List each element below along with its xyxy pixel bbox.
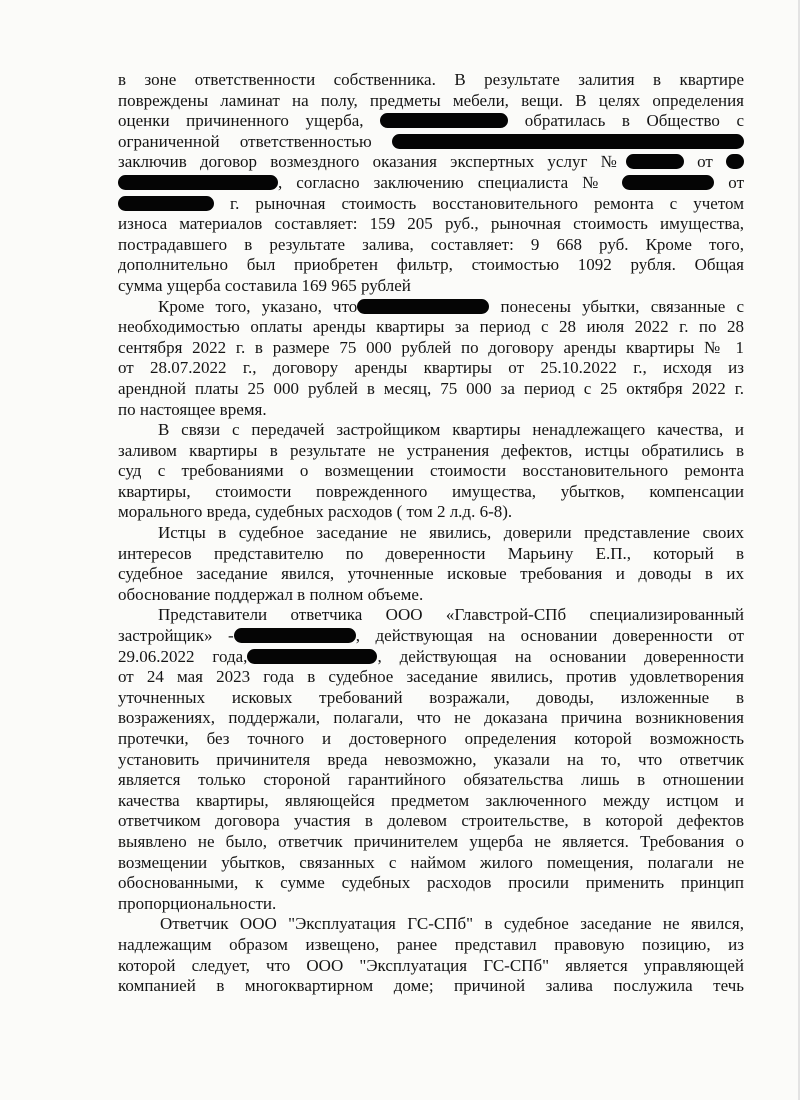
text-line: пропорциональности. — [118, 893, 277, 913]
text-fragment: от — [728, 172, 745, 192]
text-fragment: , действующая на основании доверенности — [377, 646, 744, 666]
text-line — [118, 173, 744, 194]
text-fragment: Кроме того, указано, что — [158, 296, 358, 316]
text-line: возмещении убытков, связанных с наймом жилого помещения, полагали не — [118, 852, 744, 872]
text-line: пострадавшего в результате залива, составляет: 9 668 руб. Кроме того, — [118, 234, 744, 254]
text-line: износа материалов составляет: 159 205 руб., рыночная стоимость имущества, — [118, 214, 744, 234]
redaction-mark — [626, 154, 684, 169]
paragraph-plaintiffs — [118, 523, 744, 605]
text-line: интересов представителю по доверенности Марьину Е.П., который в — [118, 543, 744, 563]
text-line: Истцы в судебное заседание не явились, доверили представление своих — [158, 523, 744, 543]
text-line: которой следует, что ООО "Эксплуатация ГС-СПб" является управляющей — [118, 955, 744, 975]
redaction-mark — [234, 628, 356, 643]
paragraph-rental-losses — [118, 297, 744, 421]
redaction-mark — [118, 175, 278, 190]
text-fragment: обратилась в Общество с — [524, 111, 744, 131]
text-line — [118, 132, 744, 153]
text-line — [118, 111, 744, 132]
text-line: выявлено не было, ответчик причинителем ущерба не является. Требования о — [118, 831, 744, 851]
redaction-mark — [392, 134, 744, 149]
text-fragment: от — [697, 152, 713, 172]
redaction-mark — [118, 196, 214, 211]
text-fragment: оценки причиненного ущерба, — [118, 111, 364, 131]
text-line: протечки, без точного и достоверного определения которой возможность — [118, 729, 744, 748]
text-fragment: , действующая на основании доверенности от — [355, 626, 744, 646]
text-line: квартиры, стоимости поврежденного имущества, убытков, компенсации — [118, 481, 744, 501]
text-line: заливом квартиры в результате не устранения дефектов, истцы обратились в — [118, 440, 744, 460]
paragraph-defendant-glavstroy — [118, 605, 744, 914]
text-line — [118, 152, 744, 173]
redaction-mark — [357, 299, 489, 314]
text-line: возражениях, поддержали, полагали, что не доказана причина возникновения — [118, 708, 744, 728]
redaction-mark — [380, 113, 508, 128]
text-line: Представители ответчика ООО «Главстрой-СПб специализированный — [158, 605, 744, 625]
text-fragment: г. рыночная стоимость восстановительного ремонта с учетом — [230, 193, 744, 213]
text-line — [118, 626, 744, 647]
paragraph-claims — [118, 420, 744, 523]
text-line: дополнительно был приобретен фильтр, стоимостью 1092 рубля. Общая — [118, 255, 744, 275]
text-line: обоснованными, к сумме судебных расходов просили применить принцип — [118, 873, 744, 893]
text-line: сумма ущерба составила 169 965 рублей — [118, 275, 411, 295]
text-fragment: застройщик» - — [118, 626, 234, 646]
redaction-mark — [726, 154, 744, 169]
text-line: судебное заседание явился, уточненные исковые требования и доводы в их — [118, 564, 744, 584]
text-line: суд с требованиями о возмещении стоимости восстановительного ремонта — [118, 461, 744, 481]
text-line: В связи с передачей застройщиком квартиры ненадлежащего качества, и — [158, 420, 744, 440]
text-fragment: , согласно заключению специалиста № — [278, 172, 609, 192]
text-line: сентября 2022 г. в размере 75 000 рублей по договору аренды квартиры № 1 — [118, 337, 744, 357]
text-line — [118, 194, 744, 215]
text-line: уточненных исковых требований возражали, доводы, изложенные в — [118, 687, 744, 707]
text-line: установить причинителя вреда невозможно, указали на то, что ответчик — [118, 749, 744, 769]
text-line: Ответчик ООО "Эксплуатация ГС-СПб" в судебное заседание не явился, — [160, 914, 744, 934]
text-line: надлежащим образом извещено, ранее представил правовую позицию, из — [118, 934, 744, 954]
text-fragment: 29.06.2022 года, — [118, 646, 248, 666]
text-line: от 28.07.2022 г., договору аренды квартиры от 25.10.2022 г., исходя из — [118, 358, 744, 378]
text-line: в зоне ответственности собственника. В результате залития в квартире — [118, 70, 744, 89]
text-fragment: понесены убытки, связанные с — [500, 296, 745, 316]
text-line: ответчиком договора участия в долевом строительстве, в которой дефектов — [118, 811, 744, 831]
text-line — [118, 297, 744, 318]
text-line: по настоящее время. — [118, 399, 267, 419]
redaction-mark — [247, 649, 377, 664]
text-fragment: ограниченной ответственностью — [118, 131, 372, 151]
text-line: от 24 мая 2023 года в судебное заседание явились, против удовлетворения — [118, 667, 744, 687]
text-line: обоснование поддержал в полном объеме. — [118, 584, 424, 604]
text-fragment: заключив договор возмездного оказания экспертных услуг № — [118, 152, 626, 172]
text-line — [118, 647, 744, 668]
paragraph-defendant-exploitation — [118, 914, 744, 996]
text-line: компанией в многоквартирном доме; причиной залива послужила течь — [118, 976, 744, 996]
text-line: арендной платы 25 000 рублей в месяц, 75 000 за период с 25 октября 2022 г. — [118, 378, 744, 398]
text-line: является только стороной гарантийного обязательства лишь в отношении — [118, 770, 744, 790]
paragraph-damage-assessment — [118, 70, 744, 297]
text-line: необходимостью оплаты аренды квартиры за период с 28 июля 2022 г. по 28 — [118, 317, 744, 337]
text-line: повреждены ламинат на полу, предметы мебели, вещи. В целях определения — [118, 90, 744, 110]
redaction-mark — [622, 175, 714, 190]
text-line: качества квартиры, являющейся предметом заключенного между истцом и — [118, 790, 744, 810]
text-line: морального вреда, судебных расходов ( том 2 л.д. 6-8). — [118, 502, 513, 522]
